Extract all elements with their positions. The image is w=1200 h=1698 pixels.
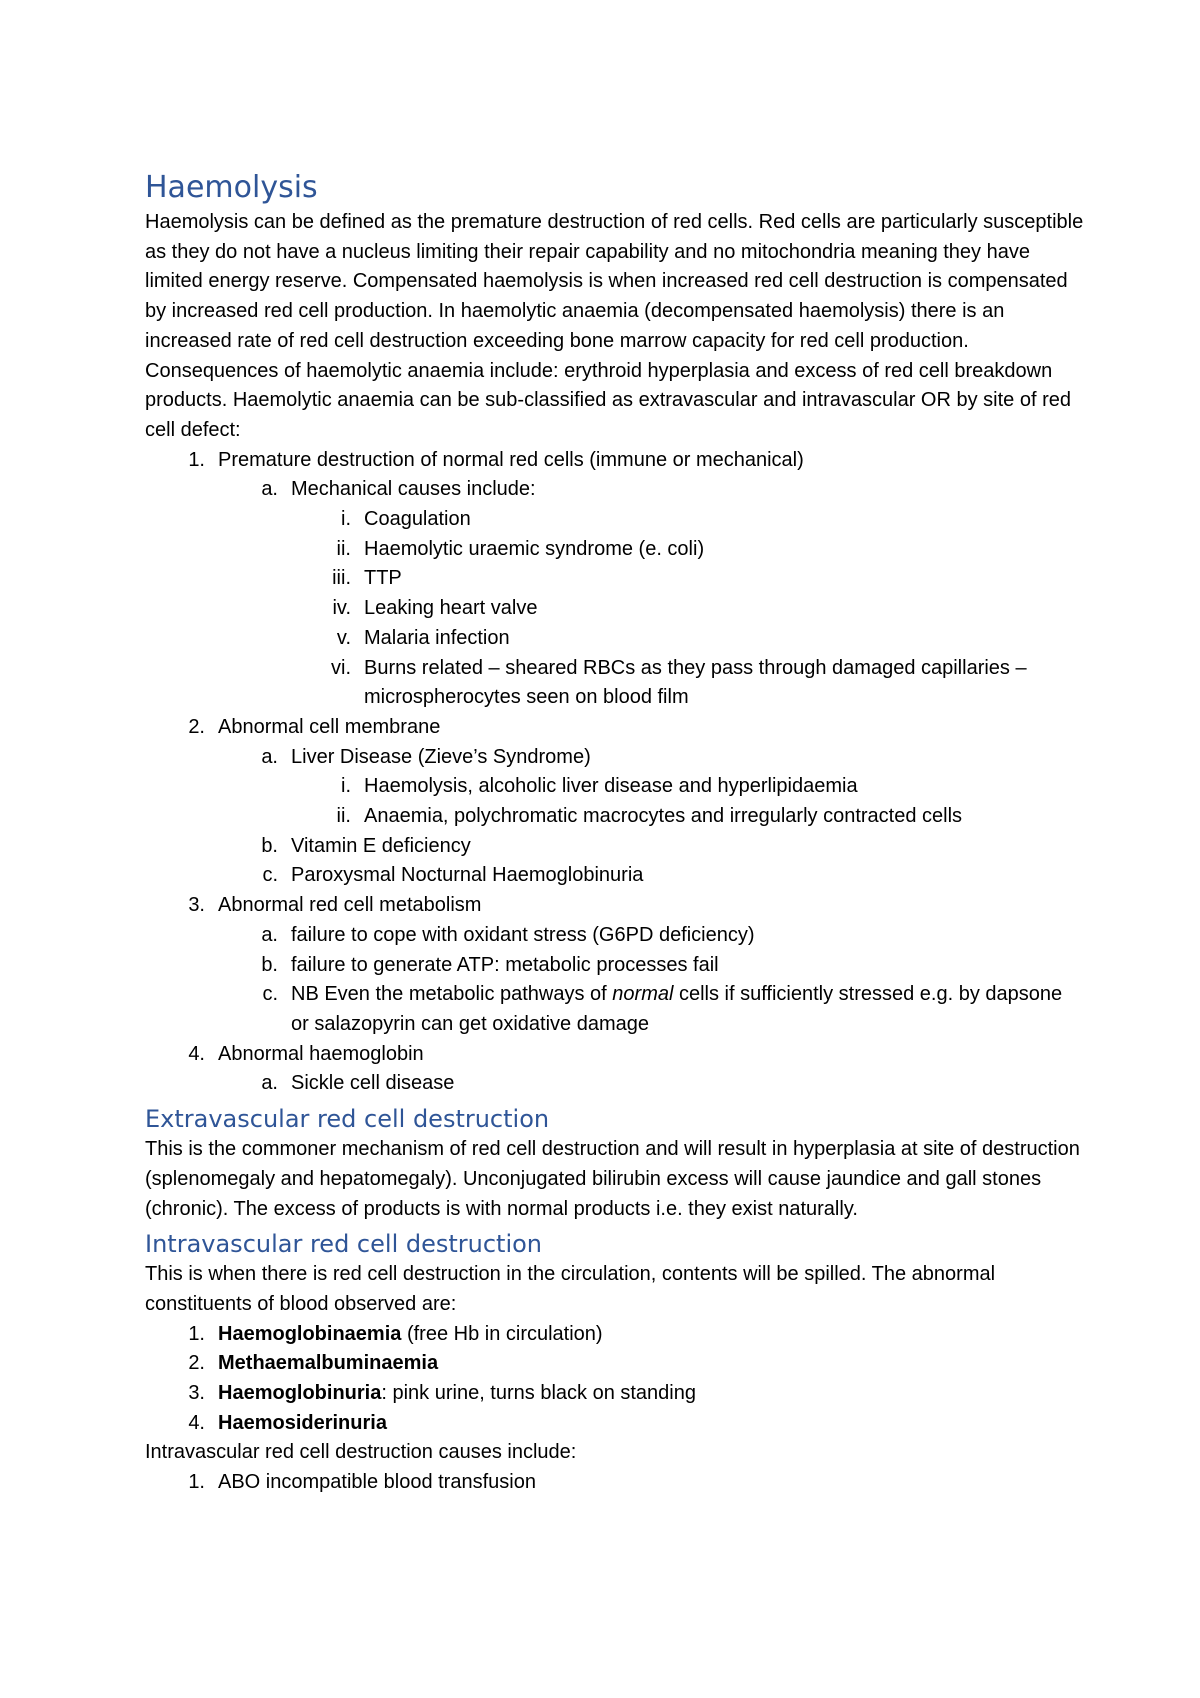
- list-item: vi. Burns related – sheared RBCs as they pass through damaged capillaries – microspherocytes seen on blood film: [331, 656, 1027, 709]
- list-item: b. Vitamin E deficiency: [261, 834, 471, 857]
- list-item: i. Coagulation: [341, 508, 471, 531]
- list-item: c. NB Even the metabolic pathways of normal cells if sufficiently stressed e.g. by dapsone or salazopyrin can get oxidative damage: [262, 983, 1063, 1035]
- list-item: i. Haemolysis, alcoholic liver disease and hyperlipidaemia: [341, 775, 858, 798]
- list-item: 1. Premature destruction of normal red cells (immune or mechanical): [188, 448, 804, 471]
- intravascular-paragraph: This is when there is red cell destruction in the circulation, contents will be spilled. The abnormal constituents of blood observed are:: [145, 1263, 996, 1315]
- list-item: 4. Abnormal haemoglobin: [188, 1042, 424, 1065]
- list-item: a. Liver Disease (Zieve’s Syndrome): [261, 745, 591, 768]
- list-item: c. Paroxysmal Nocturnal Haemoglobinuria: [262, 864, 644, 887]
- page-title: Haemolysis: [145, 170, 318, 205]
- list-item: iv. Leaking heart valve: [332, 597, 538, 620]
- list-item: 3. Haemoglobinuria: pink urine, turns black on standing: [188, 1382, 696, 1405]
- list-item: 2. Methaemalbuminaemia: [188, 1352, 439, 1375]
- extravascular-paragraph: This is the commoner mechanism of red cell destruction and will result in hyperplasia at site of destruction (splenomegaly and hepatomegaly). Unconjugated bilirubin excess will cause jaundice and gall stones (chronic). The excess of products is with normal products i.e. they exist naturally.: [145, 1138, 1080, 1220]
- list-item: a. Sickle cell disease: [261, 1072, 455, 1095]
- list-item: a. failure to cope with oxidant stress (G6PD deficiency): [261, 923, 755, 946]
- list-item: 2. Abnormal cell membrane: [188, 715, 441, 738]
- list-item: 1. Haemoglobinaemia (free Hb in circulation): [188, 1322, 603, 1345]
- document-body: [145, 170, 1085, 1498]
- list-item: iii. TTP: [332, 567, 402, 590]
- list-item: v. Malaria infection: [336, 626, 510, 649]
- list-item: a. Mechanical causes include:: [261, 478, 536, 501]
- constituents-list: [145, 1320, 1085, 1439]
- intravascular-heading: Intravascular red cell destruction: [145, 1230, 543, 1259]
- extravascular-heading: Extravascular red cell destruction: [145, 1105, 550, 1134]
- list-item: 4. Haemosiderinuria: [188, 1411, 387, 1434]
- list-item: 1. ABO incompatible blood transfusion: [188, 1471, 536, 1494]
- list-item: ii. Anaemia, polychromatic macrocytes and irregularly contracted cells: [336, 805, 963, 828]
- intro-paragraph: Haemolysis can be defined as the premature destruction of red cells. Red cells are particularly susceptible as they do not have a nucleus limiting their repair capability and no mitochondria meaning they have limited energy reserve. Compensated haemolysis is when increased red cell destruction is compensated by increased red cell production. In haemolytic anaemia (decompensated haemolysis) there is an increased rate of red cell destruction exceeding bone marrow capacity for red cell production. Consequences of haemolytic anaemia include: erythroid hyperplasia and excess of red cell breakdown products. Haemolytic anaemia can be sub-classified as extravascular and intravascular OR by site of red cell defect:: [145, 211, 1084, 441]
- intravascular-causes-list: [145, 1468, 1085, 1498]
- list-item: b. failure to generate ATP: metabolic processes fail: [261, 953, 719, 976]
- causes-intro: Intravascular red cell destruction causes include:: [145, 1441, 577, 1464]
- list-item: ii. Haemolytic uraemic syndrome (e. coli): [336, 537, 705, 560]
- list-item: 3. Abnormal red cell metabolism: [188, 894, 482, 917]
- causes-list: [145, 446, 1085, 1099]
